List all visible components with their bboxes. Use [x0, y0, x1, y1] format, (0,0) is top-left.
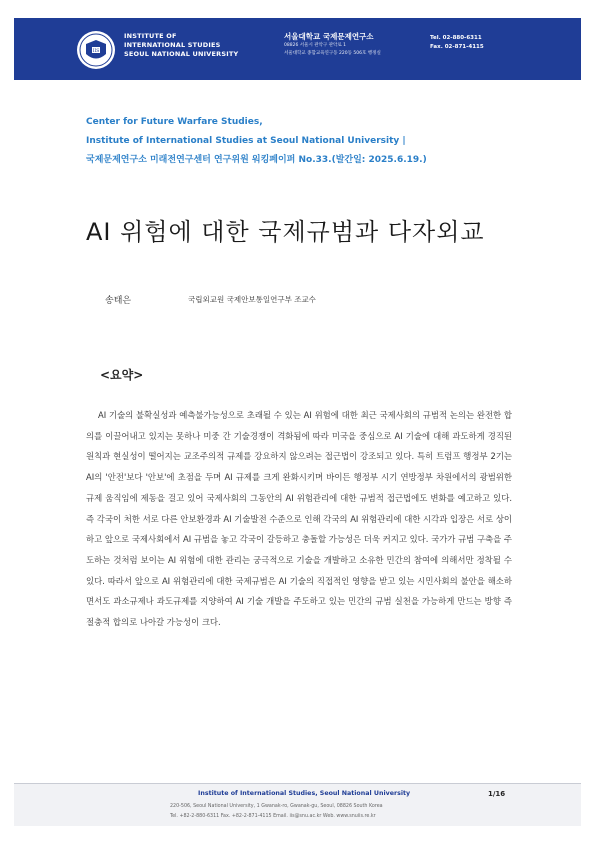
- paper-title: AI 위험에 대한 국제규범과 다자외교: [86, 218, 485, 246]
- series-line: Institute of International Studies at Seoul National University |: [86, 136, 406, 146]
- svg-text:IIS: IIS: [92, 49, 100, 54]
- institute-kr-block: [284, 32, 381, 58]
- tel: Tel. 02-880-6311: [430, 35, 482, 41]
- address-line: 08826 서울시 관악구 관악로 1: [284, 43, 347, 48]
- institute-name-line: SEOUL NATIONAL UNIVERSITY: [124, 50, 239, 58]
- series-line: 국제문제연구소 미래전연구센터 연구위원 워킹페이퍼 No.33.(발간일: 2025.6.19.): [86, 155, 427, 165]
- institute-name-line: INSTITUTE OF: [124, 32, 177, 40]
- footer-contact: Tel. +82-2-880-6311 Fax. +82-2-871-4115 Email. iis@snu.ac.kr Web. www.snuiis.re.kr: [170, 814, 376, 819]
- header-band: [14, 18, 581, 80]
- series-line: Center for Future Warfare Studies,: [86, 117, 263, 127]
- fax: Fax. 02-871-4115: [430, 44, 484, 50]
- author-name: 송태은: [105, 296, 132, 306]
- summary-body: AI 기술의 불확실성과 예측불가능성으로 초래될 수 있는 AI 위험에 대한 최근 국제사회의 규범적 논의는 완전한 합의를 이끌어내고 있지는 못하나 미중 간 기술경쟁이 격화됨에 따라 미국을 중심으로 AI 기술에 대해 과도하게 경직된 원칙과 현실성이 떨어지는 교조주의적 규제를 강요하지 않으려는 접근법이 강조되고 있다. 특히 트럼프 행정부 2기는 AI의 '안전'보다 '안보'에 초점을 두며 AI 규제를 크게 완화시키며 바이든 행정부 시기 연방정부 차원에서의 광범위한 규제 움직임에 제동을 걸고 있어 국제사회의 그동안의 AI 위험관리에 대한 규범적 접근법에도 변화를 예고하고 있다. 즉 각국이 처한 서로 다른 안보환경과 AI 기술발전 수준으로 인해 각국의 AI 위험관리에 대한 시각과 입장은 서로 상이하고 앞으로 국제사회에서 AI 규범을 놓고 각국이 갈등하고 충돌할 가능성은 더욱 커지고 있다. 국가가 규범 구축을 주도하는 것처럼 보이는 AI 위험에 대한 관리는 궁극적으로 기술을 개발하고 소유한 민간의 참여에 의해서만 정착될 수 있다. 따라서 앞으로 AI 위험관리에 대한 국제규범은 AI 기술의 직접적인 영향을 받고 있는 시민사회의 불안을 해소하면서도 과소규제나 과도규제를 지양하여 AI 기술 개발을 주도하고 있는 민간의 규범 실천을 가능하게 만드는 방향 즉 절충적 합의로 나아갈 가능성이 크다.: [86, 410, 512, 628]
- summary-heading: <요약>: [100, 368, 144, 382]
- series-info: [86, 113, 427, 170]
- footer-address: 220-506, Seoul National University, 1 Gwanak-ro, Gwanak-gu, Seoul, 08826 South Korea: [170, 804, 383, 809]
- address-line: 서울대학교 종합교육연구동 220동 506호 행정실: [284, 51, 381, 56]
- page-number: 1/16: [488, 790, 506, 798]
- institute-name-kr: 서울대학교 국제문제연구소: [284, 32, 374, 41]
- footer-title: Institute of International Studies, Seoul National University: [198, 790, 411, 797]
- institute-name-en: [124, 32, 238, 59]
- author-affiliation: 국립외교원 국제안보통일연구부 조교수: [188, 295, 316, 304]
- institute-name-line: INTERNATIONAL STUDIES: [124, 41, 221, 49]
- header-contact: [430, 34, 484, 52]
- snu-emblem-icon: [76, 30, 116, 70]
